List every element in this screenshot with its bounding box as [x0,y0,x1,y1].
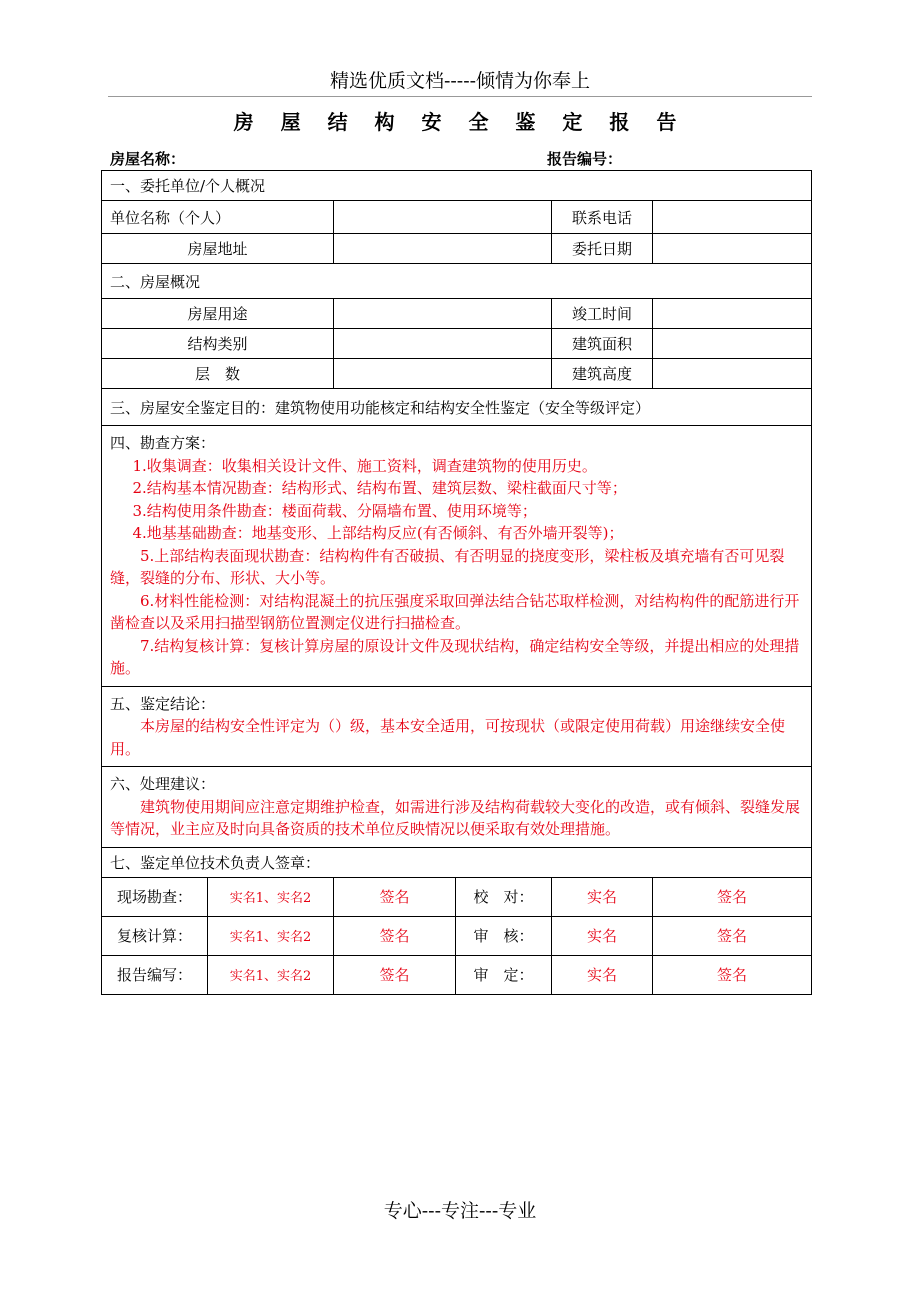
address-value [334,234,552,264]
unit-name-value [334,201,552,234]
sig-sign-approve: 签名 [653,955,812,994]
sig-real-proofread: 实名 [552,877,653,916]
section5-conclusion [102,686,812,767]
house-name-label: 房屋名称： [110,150,186,168]
phone-value [653,201,812,234]
sig-sign-writing: 签名 [334,955,456,994]
commission-date-value [653,234,812,264]
header-tagline: 精选优质文档-----倾情为你奉上 [329,70,591,92]
phone-label: 联系电话 [552,201,653,234]
section2-heading: 二、房屋概况 [102,264,812,299]
sig-names-writing: 实名1、实名2 [208,955,334,994]
sig-names-recheck: 实名1、实名2 [208,916,334,955]
sig-names-survey: 实名1、实名2 [208,877,334,916]
completion-time-value [653,299,812,329]
floors-value [334,359,552,389]
report-number-label: 报告编号： [547,150,623,168]
section4-heading: 四、勘查方案： [110,434,216,452]
page-title: 房 屋 结 构 安 全 鉴 定 报 告 [233,110,687,134]
floors-label: 层 数 [102,359,334,389]
survey-item-2: 2.结构基本情况勘查：结构形式、结构布置、建筑层数、梁柱截面尺寸等； [132,479,627,497]
sig-sign-recheck: 签名 [334,916,456,955]
section5-heading: 五、鉴定结论： [110,694,216,713]
survey-item-3: 3.结构使用条件勘查：楼面荷载、分隔墙布置、使用环境等； [132,501,537,520]
sig-role-writing: 报告编写： [102,955,208,994]
section6-suggestions [102,767,812,848]
building-height-value [653,359,812,389]
section6-heading: 六、处理建议： [110,775,216,793]
section7-heading: 七、鉴定单位技术负责人签章： [102,847,812,877]
structure-type-value [334,329,552,359]
sig-real-review: 实名 [552,916,653,955]
sig-role-approve: 审 定： [456,955,552,994]
structure-type-label: 结构类别 [102,329,334,359]
house-use-label: 房屋用途 [102,299,334,329]
report-table [101,170,812,995]
commission-date-label: 委托日期 [552,234,653,264]
house-use-value [334,299,552,329]
building-area-label: 建筑面积 [552,329,653,359]
header-divider [108,96,812,97]
completion-time-label: 竣工时间 [552,299,653,329]
survey-item-7: 7.结构复核计算：复核计算房屋的原设计文件及现状结构，确定结构安全等级，并提出相应的处理措施。 [110,636,800,677]
survey-item-6: 6.材料性能检测：对结构混凝土的抗压强度采取回弹法结合钻芯取样检测，对结构构件的配筋进行开凿检查以及采用扫描型钢筋位置测定仪进行扫描检查。 [110,591,800,632]
building-height-label: 建筑高度 [552,359,653,389]
survey-item-4: 4.地基基础勘查：地基变形、上部结构反应(有否倾斜、有否外墙开裂等)； [132,524,624,542]
sig-role-survey: 现场勘查： [102,877,208,916]
sig-sign-proofread: 签名 [653,877,812,916]
footer-tagline: 专心---专注---专业 [383,1200,537,1222]
building-area-value [653,329,812,359]
section3-purpose: 三、房屋安全鉴定目的：建筑物使用功能核定和结构安全性鉴定（安全等级评定） [102,389,812,426]
survey-item-5: 5.上部结构表面现状勘查：结构构件有否破损、有否明显的挠度变形，梁柱板及填充墙有否可见裂缝，裂缝的分布、形状、大小等。 [110,546,785,587]
sig-role-recheck: 复核计算： [102,916,208,955]
sig-sign-review: 签名 [653,916,812,955]
sig-real-approve: 实名 [552,955,653,994]
survey-item-1: 1.收集调查：收集相关设计文件、施工资料，调查建筑物的使用历史。 [132,456,597,475]
suggestion-text: 建筑物使用期间应注意定期维护检查，如需进行涉及结构荷载较大变化的改造，或有倾斜、裂缝发展等情况，业主应及时向具备资质的技术单位反映情况以便采取有效处理措施。 [110,797,801,838]
section1-heading: 一、委托单位/个人概况 [102,171,812,201]
sig-role-review: 审 核： [456,916,552,955]
conclusion-text: 本房屋的结构安全性评定为（）级，基本安全适用，可按现状（或限定使用荷载）用途继续安全使用。 [110,717,786,758]
sig-sign-survey: 签名 [334,877,456,916]
sig-role-proofread: 校 对： [456,877,552,916]
address-label: 房屋地址 [102,234,334,264]
section4-survey-plan [102,426,812,687]
unit-name-label: 单位名称（个人） [102,201,334,234]
